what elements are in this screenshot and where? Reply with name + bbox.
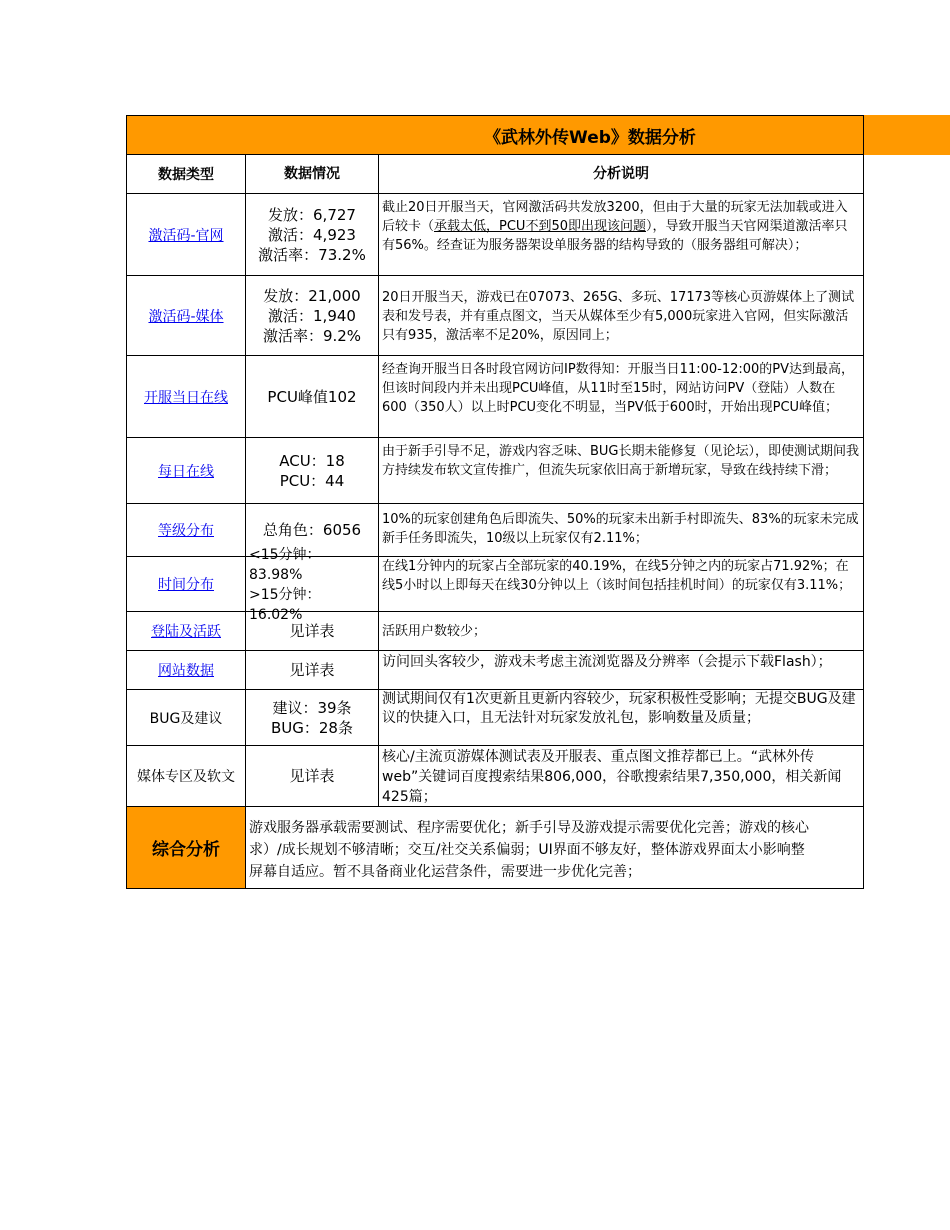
row-type-cell <box>127 651 246 689</box>
summary-text-cell <box>246 807 863 888</box>
table-row <box>126 194 864 276</box>
summary-line: 屏幕自适应。暂不具备商业化运营条件，需要进一步优化完善； <box>249 864 641 880</box>
row-analysis-cell: 10%的玩家创建角色后即流失、50%的玩家未出新手村即流失、83%的玩家未完成新手任务即流失，10级以上玩家仅有2.11%； <box>382 512 859 546</box>
type-link-activation-media[interactable]: 激活码-媒体 <box>148 308 224 325</box>
status-line: 激活率：9.2% <box>262 326 362 345</box>
row-analysis-cell: 核心/主流页游媒体测试表及开服表、重点图文推荐都已上。“武林外传web”关键词百度搜索结果806,000，谷歌搜索结果7,350,000，相关新闻425篇； <box>382 749 842 805</box>
status-line: ACU：18 <box>279 451 345 470</box>
row-analysis-cell: 访问回头客较少，游戏未考虑主流浏览器及分辨率（会提示下载Flash）； <box>382 654 832 670</box>
row-type-cell <box>127 612 246 650</box>
header-data-status: 数据情况 <box>246 155 379 193</box>
analysis-underlined-text: 承载太低，PCU不到50即出现该问题 <box>434 219 646 234</box>
row-analysis-cell: 测试期间仅有1次更新且更新内容较少，玩家积极性受影响；无提交BUG及建议的快捷入口，且无法针对玩家发放礼包，影响数量及质量； <box>382 691 856 726</box>
row-analysis-cell: 由于新手引导不足，游戏内容乏味、BUG长期未能修复（见论坛），即使测试期间我方持续发布软文宣传推广，但流失玩家依旧高于新增玩家，导致在线持续下滑； <box>382 444 860 478</box>
status-line: 16.02% <box>249 607 303 623</box>
row-status-cell <box>246 651 379 689</box>
status-line: 发放：21,000 <box>263 286 361 305</box>
type-link-daily-online[interactable]: 每日在线 <box>158 463 214 480</box>
header-data-type: 数据类型 <box>127 155 246 193</box>
type-link-level-distribution[interactable]: 等级分布 <box>158 523 214 539</box>
row-analysis-cell: 经查询开服当日各时段官网访问IP数得知：开服当日11:00-12:00的PV达到最高，但该时间段内并未出现PCU峰值，从11时至15时，网站访问PV（登陆）人数在600（350人）以上时PCU变化不明显，当PV低于600时，开始出现PCU峰值； <box>382 362 855 415</box>
row-analysis-cell: 20日开服当天，游戏已在07073、265G、多玩、17173等核心页游媒体上了测试表和发号表，并有重点图文，当天从媒体至少有5,000玩家进入官网，但实际激活只有935，激活率不足20%，原因同上； <box>382 290 855 343</box>
analysis-text: ），导致开服当天官网渠道激活率只有56%。经查证为服务器架设单服务器的结构导致的（服务器组可解决）； <box>382 219 848 253</box>
row-type-cell <box>127 194 246 275</box>
row-status-cell <box>246 438 379 503</box>
header-analysis: 分析说明 <box>593 165 649 182</box>
table-row <box>126 504 864 557</box>
status-line: 激活：4,923 <box>268 225 356 244</box>
status-line: 总角色：6056 <box>262 521 362 539</box>
row-status-cell <box>246 276 379 355</box>
row-status-cell <box>246 194 379 275</box>
row-analysis-cell: 在线1分钟内的玩家占全部玩家的40.19%，在线5分钟之内的玩家占71.92%；在线5小时以上即每天在线30分钟以上（该时间包括挂机时间）的玩家仅有3.11%； <box>382 559 852 593</box>
type-link-launch-day-online[interactable]: 开服当日在线 <box>144 389 228 406</box>
analysis-text: 截止20日开服当天，官网激活码共发放3200，但由于大量的玩家无法加载或进入后较卡（ <box>382 200 848 234</box>
status-line: BUG：28条 <box>271 718 353 737</box>
title-fill-overflow <box>864 115 950 155</box>
status-line: 激活率：73.2% <box>258 245 366 264</box>
status-line: 建议：39条 <box>272 698 352 717</box>
row-analysis-cell: 活跃用户数较少； <box>382 624 487 639</box>
summary-line: 求）/成长规划不够清晰；交互/社交关系偏弱；UI界面不够友好，整体游戏界面太小影响整 <box>249 842 805 858</box>
row-status-cell <box>246 356 379 437</box>
status-line: 见详表 <box>289 661 335 679</box>
row-type-cell <box>127 504 246 556</box>
status-line: PCU峰值102 <box>267 387 357 406</box>
type-link-website-data[interactable]: 网站数据 <box>158 663 214 679</box>
table-row <box>126 356 864 438</box>
status-line: 见详表 <box>289 767 335 785</box>
summary-line: 游戏服务器承载需要测试、程序需要优化；新手引导及游戏提示需要优化完善；游戏的核心 <box>249 820 809 836</box>
type-link-login-activity[interactable]: 登陆及活跃 <box>151 624 221 640</box>
row-status-cell <box>246 746 379 806</box>
table-row <box>126 438 864 504</box>
row-type-cell <box>127 356 246 437</box>
row-status-cell <box>246 690 379 745</box>
row-analysis-cell <box>379 194 863 275</box>
table-row <box>126 547 864 623</box>
table-row <box>126 690 864 746</box>
row-type-cell <box>127 557 246 611</box>
table-row <box>126 651 864 690</box>
row-status-cell <box>246 612 379 650</box>
status-line: >15分钟： <box>249 587 321 603</box>
row-type-cell <box>127 276 246 355</box>
status-line: 发放：6,727 <box>268 205 356 224</box>
status-line: <15分钟： <box>249 547 321 563</box>
summary-row <box>126 807 864 889</box>
row-status-cell <box>246 547 379 623</box>
row-type-cell: BUG及建议 <box>127 690 246 745</box>
status-line: PCU：44 <box>279 471 345 490</box>
row-type-cell <box>127 438 246 503</box>
status-line: 激活：1,940 <box>268 306 356 325</box>
status-line: 83.98% <box>249 567 303 583</box>
row-type-cell: 媒体专区及软文 <box>127 746 246 806</box>
type-link-time-distribution[interactable]: 时间分布 <box>158 577 214 593</box>
table-row <box>126 746 864 807</box>
table-header-row <box>126 155 864 194</box>
status-line: 见详表 <box>289 622 335 640</box>
summary-label: 综合分析 <box>127 807 246 888</box>
type-link-activation-official[interactable]: 激活码-官网 <box>148 227 224 244</box>
table-row <box>126 276 864 356</box>
table-row <box>126 612 864 651</box>
report-title: 《武林外传Web》数据分析 <box>126 115 864 155</box>
